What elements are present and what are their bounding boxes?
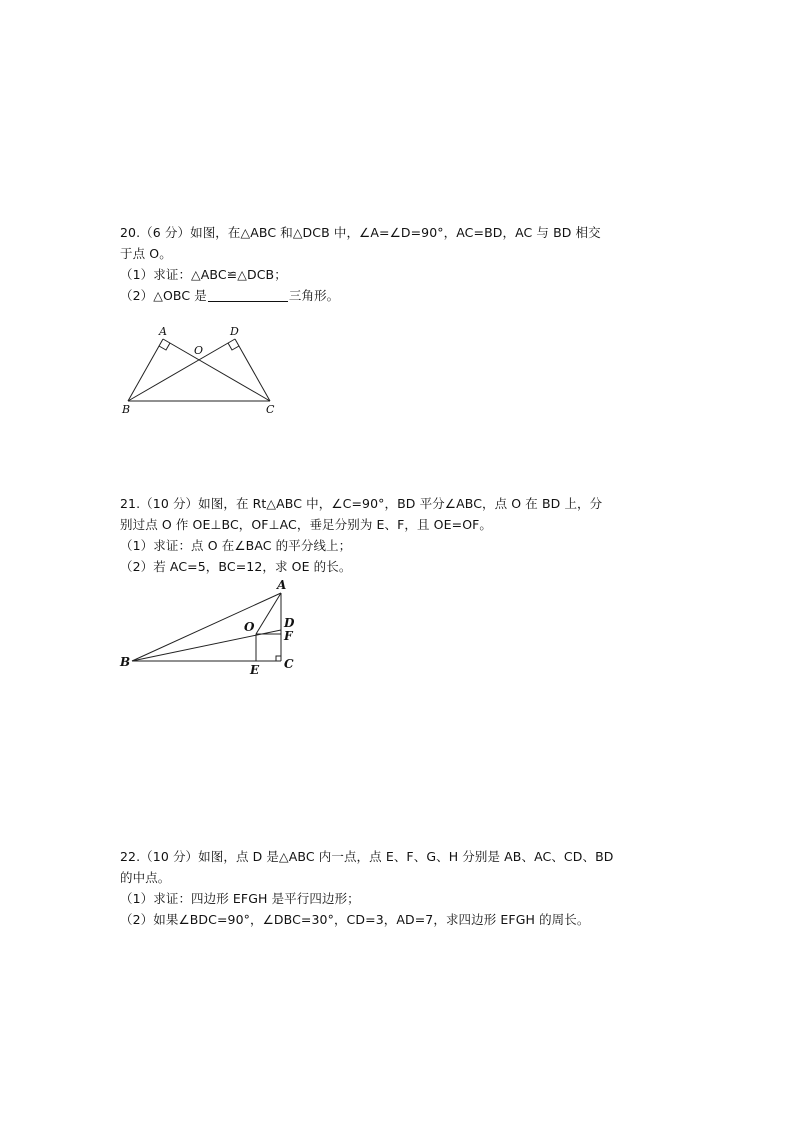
q21-line-1: 21.（10 分）如图，在 Rt△ABC 中，∠C=90°，BD 平分∠ABC，点 O 在 BD 上，分 — [120, 496, 603, 511]
label-d: D — [284, 616, 295, 630]
q20-part2-before: （2）△OBC 是 — [120, 288, 207, 303]
label-a: A — [277, 578, 287, 592]
q20-part2-after: 三角形。 — [288, 288, 340, 303]
right-angle-c — [276, 656, 281, 661]
label-a: A — [159, 325, 167, 338]
q22-line-1: 22.（10 分）如图，点 D 是△ABC 内一点，点 E、F、G、H 分别是 AB、AC、CD、BD — [120, 849, 614, 864]
q21-part1: （1）求证：点 O 在∠BAC 的平分线上； — [120, 538, 352, 553]
label-o: O — [244, 620, 255, 634]
label-b: B — [122, 403, 131, 416]
q20-line-1: 20.（6 分）如图，在△ABC 和△DCB 中，∠A=∠D=90°，AC=BD，AC 与 BD 相交 — [120, 225, 601, 240]
label-c: C — [266, 403, 275, 416]
q22-part2: （2）如果∠BDC=90°，∠DBC=30°，CD=3，AD=7，求四边形 EFGH 的周长。 — [120, 912, 590, 927]
q20-part1: （1）求证：△ABC≌△DCB； — [120, 267, 287, 282]
q20-line-2: 于点 O。 — [120, 246, 172, 261]
q22-part1: （1）求证：四边形 EFGH 是平行四边形； — [120, 891, 360, 906]
label-f: F — [284, 629, 293, 643]
seg-bd — [132, 630, 281, 661]
label-b: B — [120, 655, 131, 669]
label-d: D — [230, 325, 239, 338]
label-o: O — [194, 344, 204, 357]
label-e: E — [250, 663, 260, 677]
q21-part2: （2）若 AC=5，BC=12，求 OE 的长。 — [120, 559, 352, 574]
seg-ab — [132, 593, 281, 661]
label-c: C — [284, 657, 294, 671]
q21-line-2: 别过点 O 作 OE⊥BC，OF⊥AC，垂足分别为 E、F，且 OE=OF。 — [120, 517, 493, 532]
q22-line-2: 的中点。 — [120, 870, 171, 885]
